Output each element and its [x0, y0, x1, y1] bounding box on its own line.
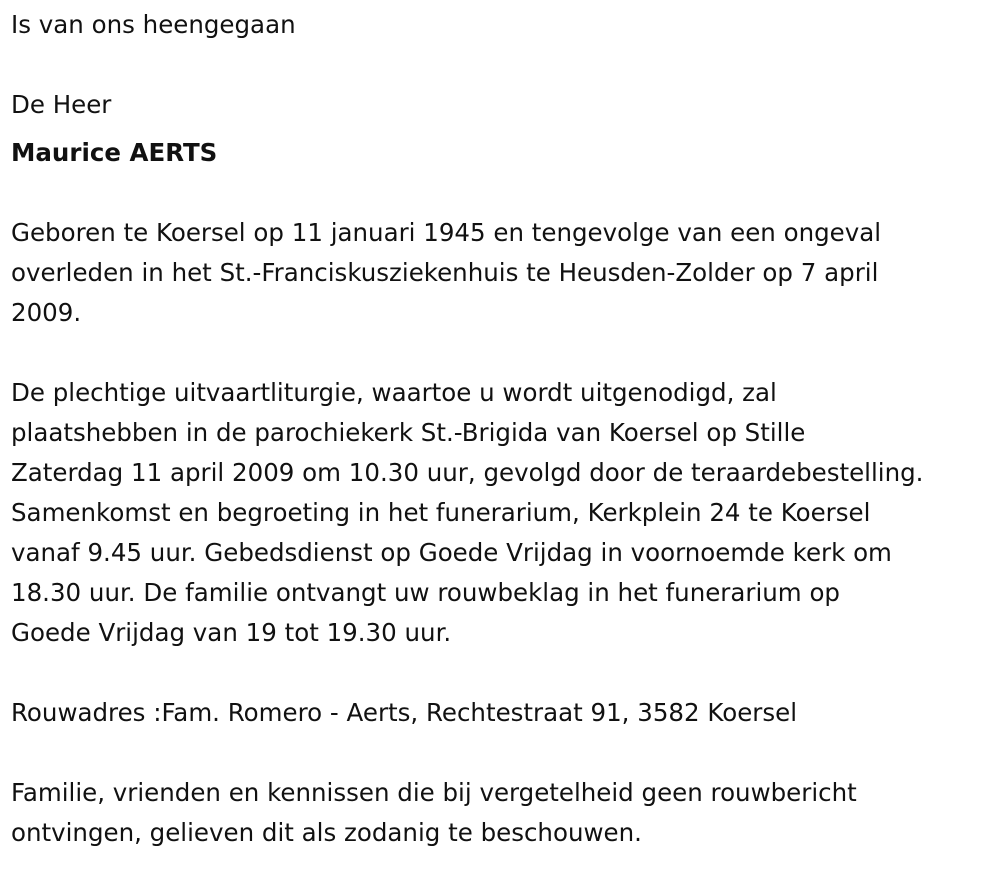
intro-line: Is van ons heengegaan: [11, 10, 296, 39]
paragraph-line: Zaterdag 11 april 2009 om 10.30 uur, gevolgd door de teraardebestelling.: [11, 458, 924, 487]
paragraph-line: Geboren te Koersel op 11 januari 1945 en tengevolge van een ongeval: [11, 218, 882, 247]
paragraph-line: plaatshebben in de parochiekerk St.-Brigida van Koersel op Stille: [11, 418, 806, 447]
service-paragraph: [11, 373, 991, 653]
mourning-address: Rouwadres :Fam. Romero - Aerts, Rechtestraat 91, 3582 Koersel: [11, 698, 798, 727]
death-notice: [11, 0, 991, 853]
honorific: De Heer: [11, 90, 112, 119]
paragraph-line: 2009.: [11, 298, 82, 327]
paragraph-line: overleden in het St.-Franciskusziekenhuis te Heusden-Zolder op 7 april: [11, 258, 879, 287]
address-paragraph: [11, 693, 991, 733]
paragraph-line: vanaf 9.45 uur. Gebedsdienst op Goede Vrijdag in voornoemde kerk om: [11, 538, 892, 567]
paragraph-line: Familie, vrienden en kennissen die bij vergetelheid geen rouwbericht: [11, 778, 857, 807]
paragraph-line: Goede Vrijdag van 19 tot 19.30 uur.: [11, 618, 452, 647]
deceased-name: Maurice AERTS: [11, 138, 218, 167]
birth-paragraph: [11, 213, 991, 333]
paragraph-line: ontvingen, gelieven dit als zodanig te beschouwen.: [11, 818, 642, 847]
paragraph-line: Samenkomst en begroeting in het funerarium, Kerkplein 24 te Koersel: [11, 498, 871, 527]
paragraph-line: 18.30 uur. De familie ontvangt uw rouwbeklag in het funerarium op: [11, 578, 840, 607]
closing-paragraph: [11, 773, 991, 853]
paragraph-line: De plechtige uitvaartliturgie, waartoe u wordt uitgenodigd, zal: [11, 378, 777, 407]
